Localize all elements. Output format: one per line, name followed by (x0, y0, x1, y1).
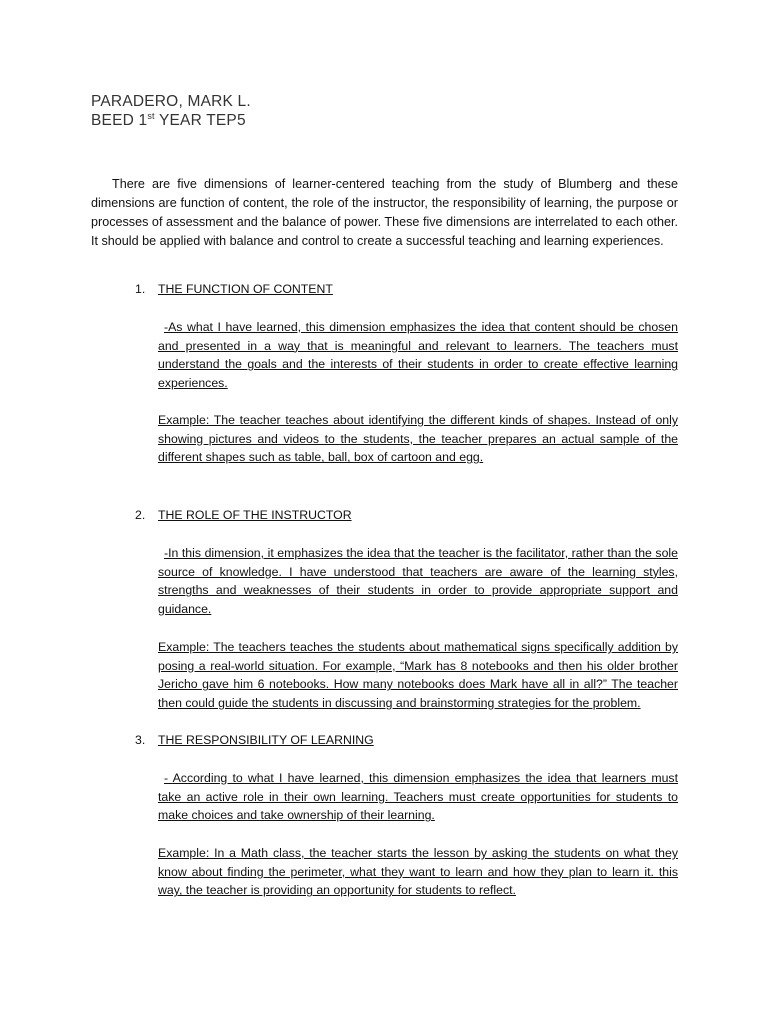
course-suffix: YEAR TEP5 (154, 112, 246, 129)
item-explanation-3: - According to what I have learned, this dimension emphasizes the idea that learners must take an active role in their own learning. Teachers must create opportunities for students to make choices and take ownership of their learning. (158, 771, 678, 823)
item-number: 2. (135, 508, 146, 522)
item-heading-1 (135, 281, 333, 298)
course-superscript: st (147, 111, 155, 121)
student-name: PARADERO, MARK L. (91, 93, 251, 110)
item-title: THE RESPONSIBILITY OF LEARNING (158, 733, 374, 747)
student-header (91, 92, 251, 130)
course-prefix: BEED 1 (91, 112, 148, 129)
item-example-1: Example: The teacher teaches about identifying the different kinds of shapes. Instead of only showing pictures and videos to the students, the teacher prepares an actual sample of the different shapes such as table, ball, box of cartoon and egg. (158, 413, 678, 465)
item-number: 1. (135, 282, 146, 296)
item-title: THE ROLE OF THE INSTRUCTOR (158, 508, 352, 522)
intro-paragraph: There are five dimensions of learner-centered teaching from the study of Blumberg and these dimensions are function of content, the role of the instructor, the responsibility of learning, the purpose or processes of assessment and the balance of power. These five dimensions are interrelated to each other. It should be applied with balance and control to create a successful teaching and learning experiences. (91, 177, 678, 248)
item-explanation-2: -In this dimension, it emphasizes the idea that the teacher is the facilitator, rather than the sole source of knowledge. I have understood that teachers are aware of the learning styles, strengths and weaknesses of their students in order to provide appropriate support and guidance. (158, 546, 678, 617)
item-explanation-1: -As what I have learned, this dimension emphasizes the idea that content should be chosen and presented in a way that is meaningful and relevant to learners. The teachers must understand the goals and the interests of their students in order to create effective learning experiences. (158, 320, 678, 391)
item-example-2: Example: The teachers teaches the students about mathematical signs specifically addition by posing a real-world situation. For example, “Mark has 8 notebooks and then his older brother Jericho gave him 6 notebooks. How many notebooks does Mark have all in all?” The teacher then could guide the students in discussing and brainstorming strategies for the problem. (158, 640, 678, 711)
student-course (91, 111, 251, 130)
item-heading-2 (135, 507, 352, 524)
item-heading-3 (135, 732, 374, 749)
item-example-3: Example: In a Math class, the teacher starts the lesson by asking the students on what they know about finding the perimeter, what they want to learn and how they plan to learn it. this way, the teacher is providing an opportunity for students to reflect. (158, 846, 678, 898)
item-title: THE FUNCTION OF CONTENT (158, 282, 333, 296)
item-number: 3. (135, 733, 146, 747)
